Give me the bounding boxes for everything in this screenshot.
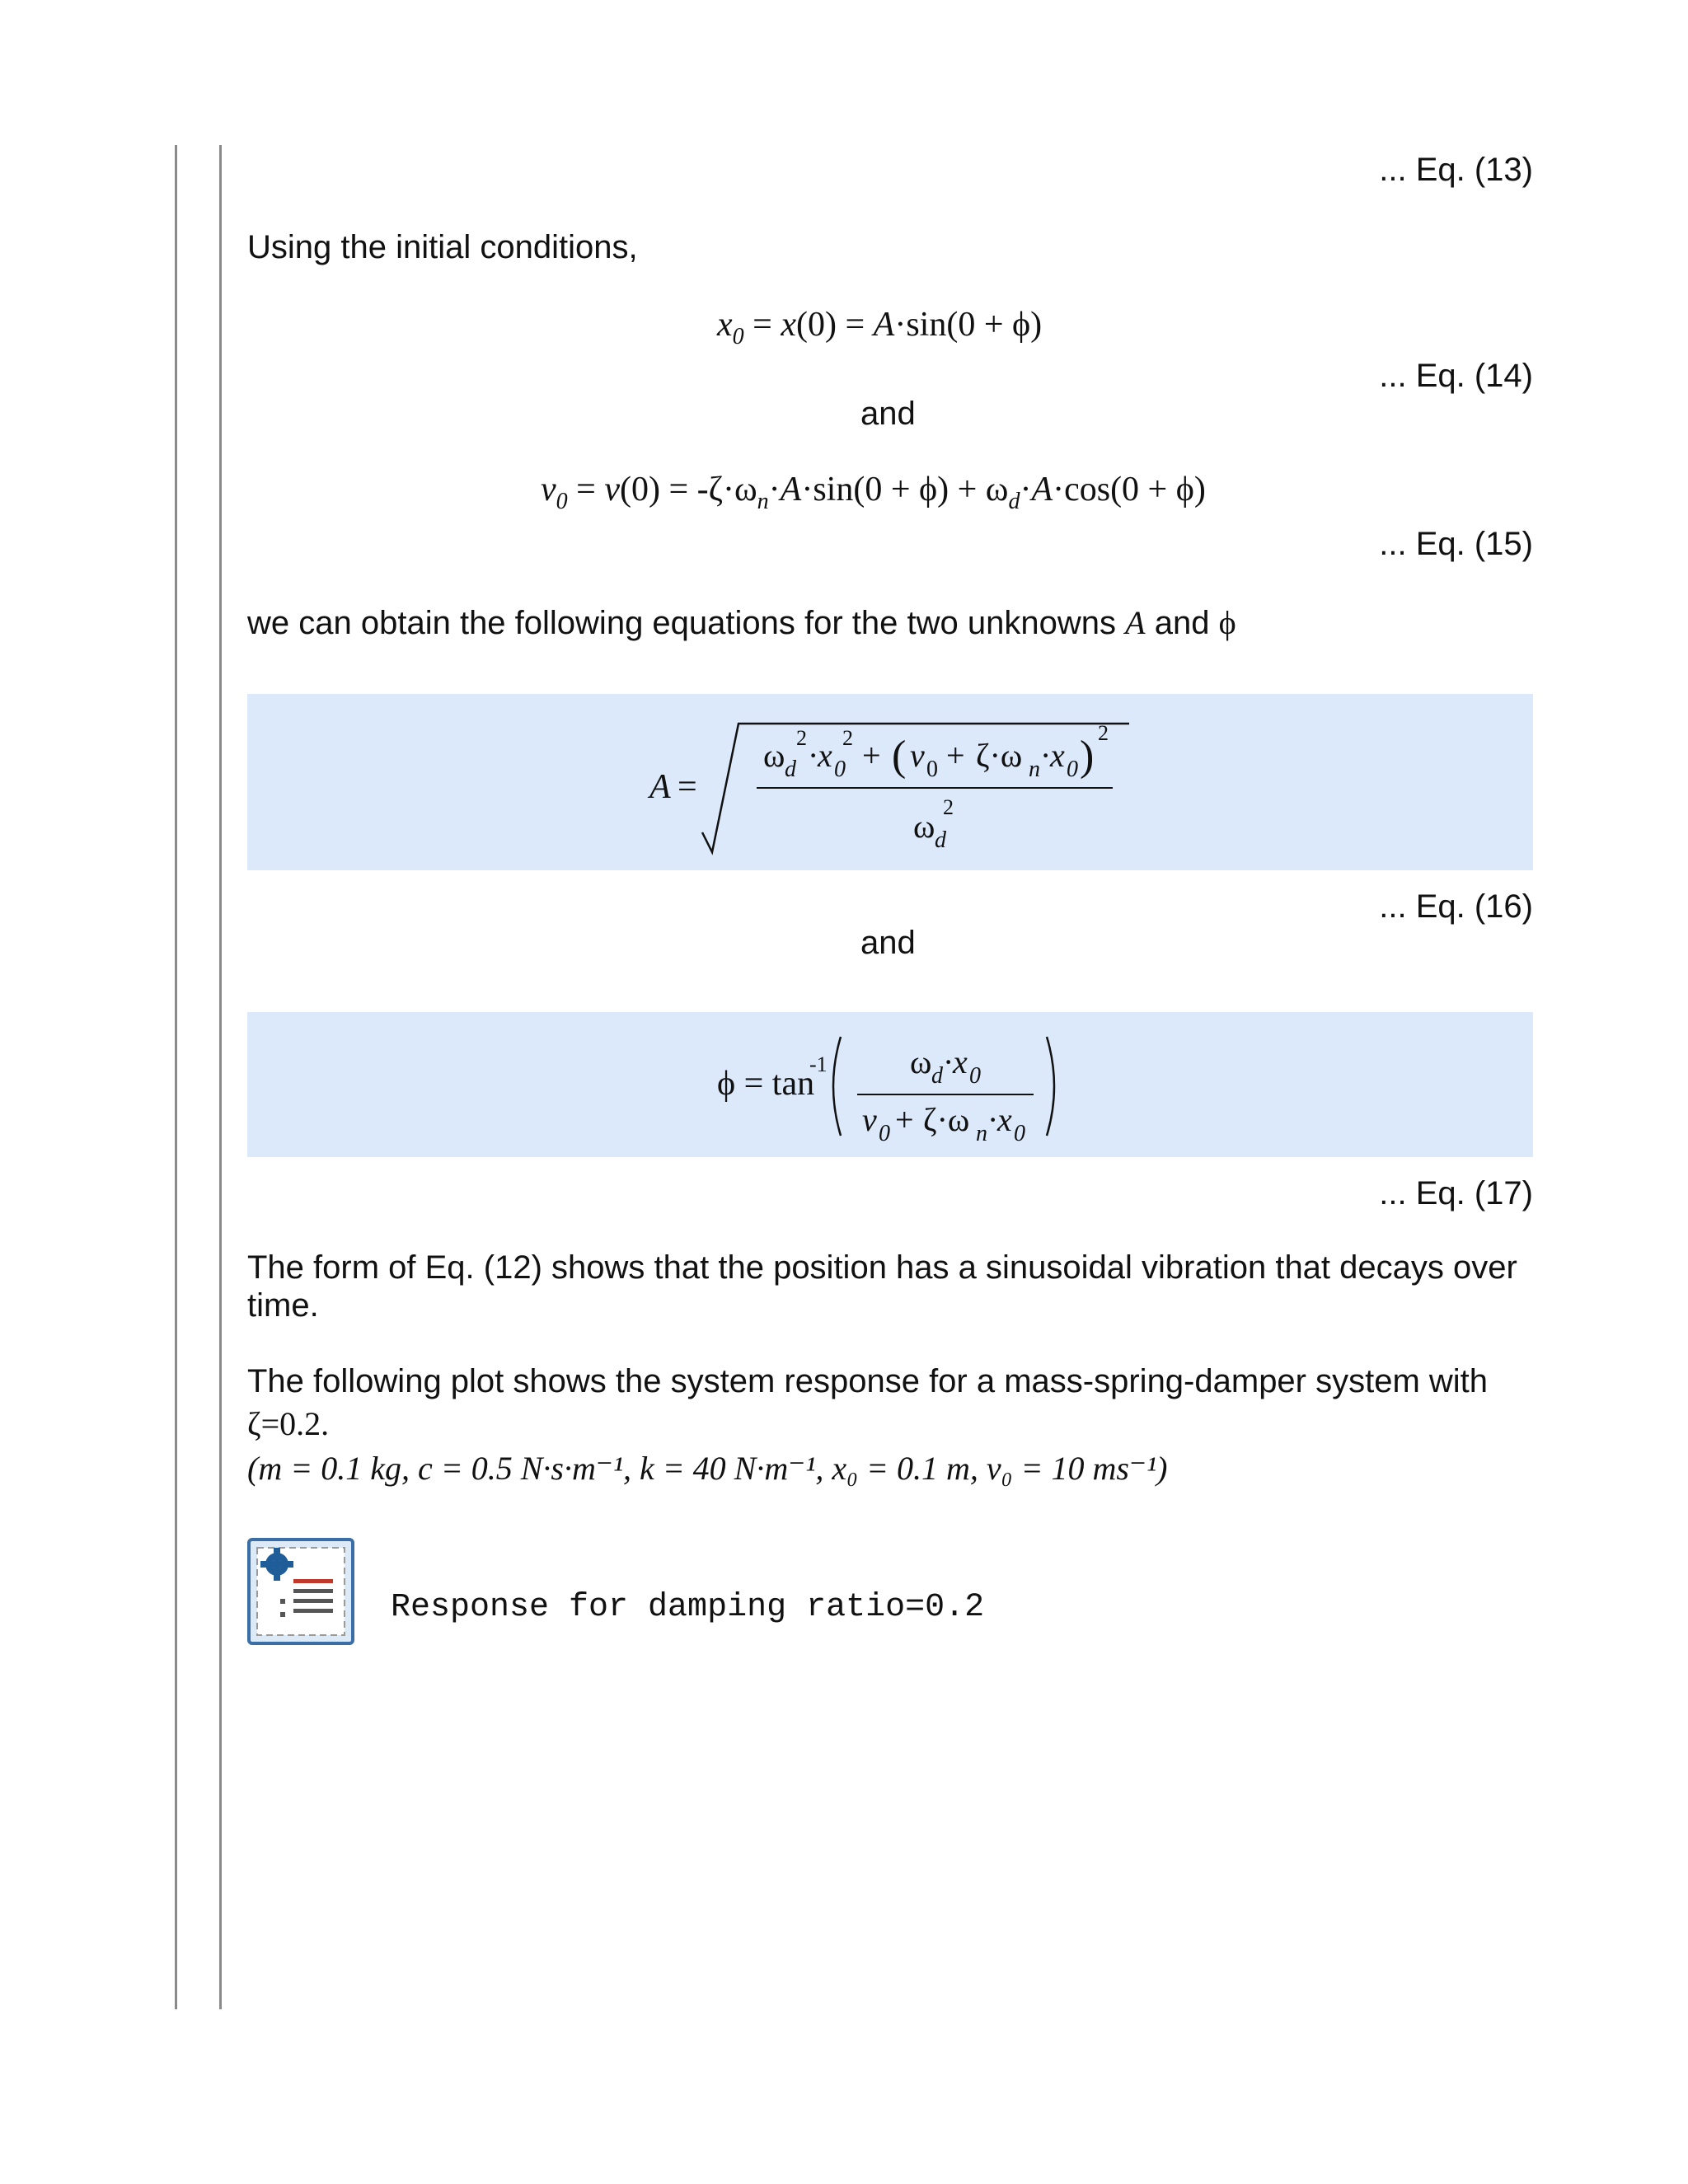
svg-text:2: 2 (796, 726, 807, 750)
component-label: Response for damping ratio=0.2 (391, 1589, 985, 1626)
svg-text:2: 2 (1098, 721, 1109, 745)
svg-text:0: 0 (969, 1063, 981, 1089)
equation-a (626, 701, 1154, 865)
margin-rule-outer (175, 145, 177, 2009)
form-paragraph-line2: time. (247, 1287, 319, 1324)
svg-text:n: n (976, 1121, 987, 1146)
svg-text:·: · (1040, 737, 1052, 774)
svg-text:+: + (946, 737, 965, 774)
margin-rule-inner (219, 145, 222, 2009)
form-paragraph-line1: The form of Eq. (12) shows that the position has a sinusoidal vibration that decays over (247, 1249, 1517, 1286)
unknowns-a: A (1125, 604, 1146, 641)
svg-text:+: + (895, 1101, 914, 1138)
eq-16-label: ... Eq. (16) (1379, 888, 1533, 925)
plot-paragraph-line1: The following plot shows the system response for a mass-spring-damper system with (247, 1363, 1489, 1399)
svg-text:+: + (862, 737, 881, 774)
initial-conditions-text: Using the initial conditions, (247, 229, 638, 265)
equation-v0: $v_0 = v(0) = -\zeta\cdot\omega_n\cdot A\cdot\sin(0 + \phi) + \omega_d\cdot A\cdot\cos(0 + \phi)$ (541, 471, 1206, 514)
svg-text:x: x (997, 1101, 1012, 1138)
svg-text:-1: -1 (809, 1052, 828, 1076)
svg-text:d: d (785, 757, 796, 782)
svg-text:x: x (953, 1043, 968, 1080)
svg-text:0: 0 (879, 1121, 890, 1146)
svg-text:ω: ω (913, 808, 935, 845)
unknowns-prefix: we can obtain the following equations for the two unknowns (247, 605, 1117, 641)
svg-text:=: = (678, 768, 697, 806)
unknowns-text (247, 603, 1236, 643)
svg-text:n: n (1029, 757, 1040, 782)
svg-text:·: · (808, 737, 819, 774)
svg-text:0: 0 (834, 757, 846, 782)
svg-text:A: A (649, 768, 671, 806)
svg-text:0: 0 (1014, 1121, 1025, 1146)
svg-text:2: 2 (943, 795, 954, 819)
and-text-1: and (860, 396, 916, 432)
svg-text:d: d (935, 827, 946, 853)
parameters-line: (m = 0.1 kg, c = 0.5 N·s·m⁻¹, k = 40 N·m⁻¹, x₀ = 0.1 m, v₀ = 10 ms⁻¹) (247, 1450, 1168, 1487)
svg-text:ζ·ω: ζ·ω (976, 737, 1023, 774)
svg-text:·: · (943, 1043, 954, 1080)
svg-text:v: v (862, 1101, 877, 1138)
svg-text:2: 2 (842, 726, 853, 750)
svg-text:d: d (931, 1063, 943, 1089)
svg-text:): ) (1080, 733, 1095, 780)
svg-text:ϕ = tan: ϕ = tan (717, 1065, 815, 1103)
unknowns-phi: ϕ (1218, 604, 1236, 641)
equation-x0: $x_0 = x(0) = A\cdot\sin(0 + \phi)$ (717, 306, 1043, 349)
svg-text:ω: ω (910, 1043, 932, 1080)
svg-text:·: · (987, 1101, 999, 1138)
eq-17-label: ... Eq. (17) (1379, 1175, 1533, 1212)
eq-13-label: ... Eq. (13) (1379, 152, 1533, 188)
svg-text:0: 0 (1067, 757, 1078, 782)
svg-text:ζ·ω: ζ·ω (923, 1101, 970, 1138)
svg-text:v: v (910, 737, 925, 774)
svg-text:ω: ω (763, 737, 785, 774)
eq-14-label: ... Eq. (14) (1379, 358, 1533, 394)
equation-phi (709, 1019, 1071, 1154)
svg-text:x: x (818, 737, 832, 774)
svg-text:0: 0 (926, 757, 938, 782)
svg-text:(: ( (892, 733, 907, 780)
eq-15-label: ... Eq. (15) (1379, 526, 1533, 562)
svg-text:x: x (1050, 737, 1065, 774)
unknowns-and: and (1154, 605, 1210, 641)
plot-component-icon[interactable] (247, 1538, 354, 1645)
and-text-2: and (860, 925, 916, 961)
zeta-value: ζ=0.2. (247, 1405, 330, 1442)
